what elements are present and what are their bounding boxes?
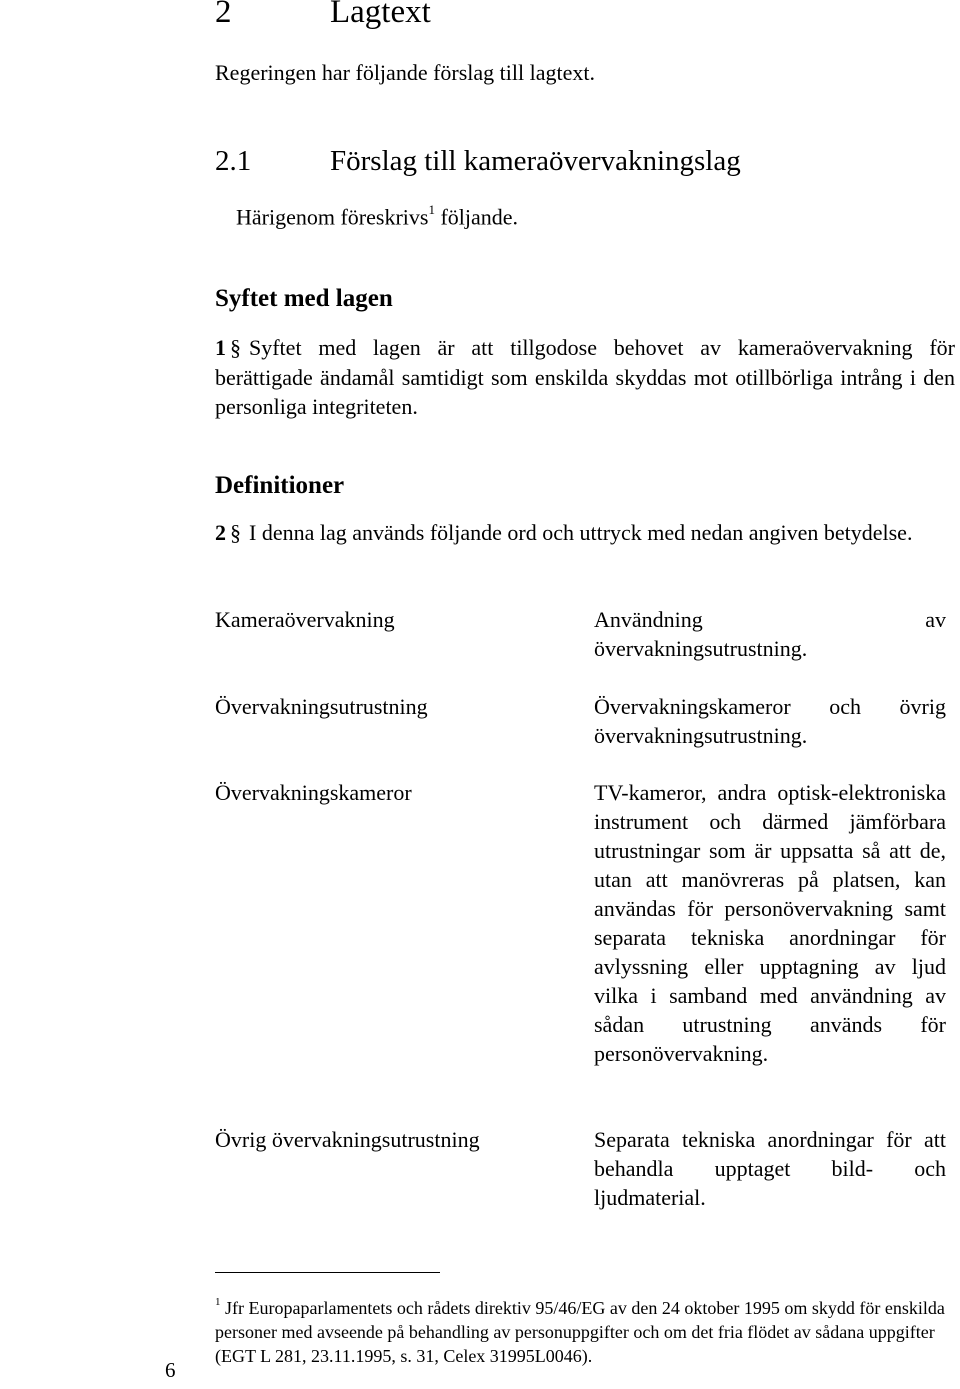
- section-symbol: §: [230, 335, 241, 360]
- paragraph-2: [215, 518, 955, 548]
- footnote-text: Jfr Europaparlamentets och rådets direktiv 95/46/EG av den 24 oktober 1995 om skydd för enskilda personer med avseende på behandling av personuppgifter och om det fria flödet av sådana uppgifter (EGT L 281, 23.11.1995, s. 31, Celex 31995L0046).: [215, 1298, 945, 1366]
- paragraph-number: 2: [215, 520, 226, 545]
- definition-text: TV-kameror, andra optisk-elektroniska instrument och därmed jämförbara utrustningar som är uppsatta så att de, utan att manövreras på platsen, kan användas för personövervakning samt separata tekniska anordningar för avlyssning eller upptagning av ljud vilka i samband med användning av sådan utrustning används för personövervakning.: [594, 780, 946, 1066]
- definition-text: Användning av övervakningsutrustning.: [594, 607, 946, 661]
- footnote-number: 1: [215, 1296, 221, 1308]
- definition-term: Kameraövervakning: [215, 607, 395, 632]
- section-symbol: §: [230, 520, 241, 545]
- paragraph-number: 1: [215, 335, 226, 360]
- section-title: Förslag till kameraövervakningslag: [330, 145, 741, 177]
- harigenom-line: [236, 204, 518, 230]
- page-number: 6: [165, 1358, 176, 1382]
- harigenom-text: Härigenom föreskrivs: [236, 204, 429, 230]
- footnote-separator: [215, 1272, 440, 1273]
- chapter-title: Lagtext: [330, 0, 431, 30]
- footnote: [215, 1292, 955, 1368]
- heading-syfte: Syftet med lagen: [215, 285, 393, 312]
- intro-text: Regeringen har följande förslag till lagtext.: [215, 60, 595, 85]
- paragraph-1: [215, 333, 955, 422]
- definition-text: Separata tekniska anordningar för att behandla upptaget bild- och ljudmaterial.: [594, 1127, 946, 1210]
- harigenom-after: följande.: [434, 204, 519, 230]
- definition-term: Övervakningskameror: [215, 780, 412, 805]
- paragraph-text: I denna lag används följande ord och uttryck med nedan angiven betydelse.: [249, 520, 913, 545]
- section-number: 2.1: [215, 145, 252, 177]
- chapter-number: 2: [215, 0, 232, 30]
- footnote-ref: 1: [428, 202, 435, 217]
- definition-term: Övrig övervakningsutrustning: [215, 1127, 480, 1152]
- heading-definitioner: Definitioner: [215, 472, 345, 499]
- definition-text: Övervakningskameror och övrig övervakningsutrustning.: [594, 694, 946, 748]
- paragraph-text: Syftet med lagen är att tillgodose behovet av kameraövervakning för berättigade ändamål samtidigt som enskilda skyddas mot otillbörliga intrång i den personliga integriteten.: [215, 335, 955, 419]
- definition-term: Övervakningsutrustning: [215, 694, 428, 719]
